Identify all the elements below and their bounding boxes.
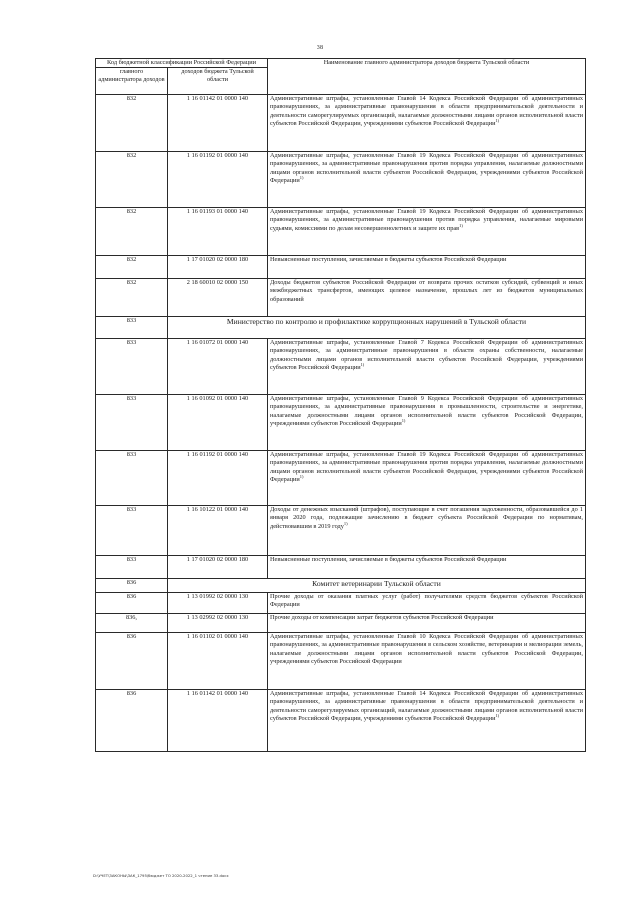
revenue-name-cell bbox=[268, 279, 586, 317]
table-row bbox=[96, 339, 586, 395]
admin-code-cell: 832 bbox=[96, 279, 168, 317]
revenue-code-cell: 1 16 01142 01 0000 140 bbox=[168, 690, 268, 752]
footnote-marker: 1) bbox=[459, 222, 463, 228]
revenue-name-text: Невыясненные поступления, зачисляемые в бюджеты субъектов Российской Федерации bbox=[270, 256, 507, 264]
admin-code-cell: 836 bbox=[96, 633, 168, 690]
revenue-name-text: Административные штрафы, установленные Главой 14 Кодекса Российской Федерации об административных правонарушениях, за административные правонарушения в области предпринимательской деятельности и деятельности саморегулируемых организаций, налагаемые должностными лицами органов исполнительной власти субъектов Российской Федерации, учреждениями субъектов Российской Федерации bbox=[270, 690, 583, 722]
admin-code-cell: 836, bbox=[96, 614, 168, 633]
revenue-name-cell bbox=[268, 451, 586, 506]
revenue-name-text: Прочие доходы от компенсации затрат бюджетов субъектов Российской Федерации bbox=[270, 614, 494, 622]
admin-code-cell: 833 bbox=[96, 395, 168, 451]
header-revenue: доходов бюджета Тульской области bbox=[168, 68, 268, 95]
footnote-marker: 1) bbox=[401, 417, 406, 423]
admin-code-cell: 832 bbox=[96, 256, 168, 279]
admin-code-cell: 836 bbox=[96, 690, 168, 752]
footnote-marker: 1) bbox=[495, 117, 500, 123]
revenue-name-cell bbox=[268, 556, 586, 579]
table-row bbox=[96, 690, 586, 752]
revenue-code-cell: 1 16 10122 01 0000 140 bbox=[168, 506, 268, 556]
revenue-name-text: Административные штрафы, установленные Главой 19 Кодекса Российской Федерации об административных правонарушениях, за административные правонарушения против порядка управления, налагаемые должностными лицами органов исполнительной власти субъектов Российской Федерации, учреждениями субъектов Российской Федерации bbox=[270, 451, 583, 483]
table-row bbox=[96, 152, 586, 208]
revenue-name-text: Доходы бюджетов субъектов Российской Федерации от возврата прочих остатков субсидий, субвенций и иных межбюджетных трансфертов, имеющих целевое назначение, прошлых лет из бюджетов муниципальных образований bbox=[270, 279, 583, 303]
table-body bbox=[96, 59, 586, 752]
revenue-name-cell bbox=[268, 152, 586, 208]
revenue-name-cell bbox=[268, 593, 586, 614]
revenue-code-cell: 1 16 01193 01 0000 140 bbox=[168, 208, 268, 256]
budget-classification-table bbox=[95, 58, 586, 752]
revenue-name-cell bbox=[268, 95, 586, 152]
table-row bbox=[96, 593, 586, 614]
revenue-code-cell: 1 16 01092 01 0000 140 bbox=[168, 395, 268, 451]
revenue-name-text: Административные штрафы, установленные Главой 19 Кодекса Российской Федерации об административных правонарушениях, за административные правонарушения против порядка управления, налагаемые мировыми судьями, комиссиями по делам несовершеннолетних и защите их прав bbox=[270, 208, 583, 232]
header-row-1 bbox=[96, 59, 586, 68]
revenue-code-cell: 1 16 01142 01 0000 140 bbox=[168, 95, 268, 152]
table-row bbox=[96, 395, 586, 451]
revenue-code-cell: 1 16 01102 01 0000 140 bbox=[168, 633, 268, 690]
table-row bbox=[96, 633, 586, 690]
header-admin: главного администратора доходов bbox=[96, 68, 168, 95]
revenue-code-cell: 1 16 01192 01 0000 140 bbox=[168, 152, 268, 208]
admin-code-cell: 833 bbox=[96, 451, 168, 506]
footer-file-path: D:\УЧЕТ\ЗАКОНЫ\ЗАК_1795\бюджет ТО 2020-2022_1 чтение 33.docx bbox=[93, 873, 229, 878]
footnote-marker: 1) bbox=[299, 473, 304, 479]
admin-code-cell: 832 bbox=[96, 152, 168, 208]
table-row bbox=[96, 256, 586, 279]
revenue-name-cell bbox=[268, 256, 586, 279]
revenue-code-cell: 1 16 01192 01 0000 140 bbox=[168, 451, 268, 506]
revenue-name-cell bbox=[268, 506, 586, 556]
administrator-name-cell: Комитет ветеринарии Тульской области bbox=[168, 579, 586, 593]
revenue-code-cell: 1 13 01992 02 0000 130 bbox=[168, 593, 268, 614]
table-row bbox=[96, 279, 586, 317]
admin-code-cell: 832 bbox=[96, 208, 168, 256]
revenue-code-cell: 1 17 01020 02 0000 180 bbox=[168, 556, 268, 579]
table-row bbox=[96, 208, 586, 256]
section-row bbox=[96, 317, 586, 339]
admin-code-cell: 836 bbox=[96, 593, 168, 614]
footnote-marker: 1) bbox=[495, 712, 500, 718]
revenue-name-cell bbox=[268, 395, 586, 451]
revenue-name-text: Доходы от денежных взысканий (штрафов), поступающие в счет погашения задолженности, образовавшейся до 1 января 2020 года, подлежащие зачислению в бюджет субъекта Российской Федерации по нормативам, действовавшим в 2019 году bbox=[270, 506, 583, 530]
table-row bbox=[96, 614, 586, 633]
admin-code-cell: 832 bbox=[96, 95, 168, 152]
footnote-marker: 1) bbox=[360, 361, 365, 367]
revenue-name-cell bbox=[268, 633, 586, 690]
revenue-name-text: Административные штрафы, установленные Главой 14 Кодекса Российской Федерации об административных правонарушениях, за административные правонарушения в области предпринимательской деятельности и деятельности саморегулируемых организаций, налагаемые должностными лицами органов исполнительной власти субъектов Российской Федерации, учреждениями субъектов Российской Федерации bbox=[270, 95, 583, 127]
header-name: Наименование главного администратора доходов бюджета Тульской области bbox=[268, 59, 586, 95]
administrator-name-cell: Министерство по контролю и профилактике коррупционных нарушений в Тульской области bbox=[168, 317, 586, 339]
footnote-marker: 1) bbox=[343, 520, 348, 526]
revenue-code-cell: 1 16 01072 01 0000 140 bbox=[168, 339, 268, 395]
admin-code-cell: 833 bbox=[96, 506, 168, 556]
revenue-name-cell bbox=[268, 690, 586, 752]
revenue-code-cell: 1 17 01020 02 0000 180 bbox=[168, 256, 268, 279]
page-number: 38 bbox=[316, 45, 324, 51]
revenue-code-cell: 2 18 60010 02 0000 150 bbox=[168, 279, 268, 317]
revenue-name-text: Административные штрафы, установленные Главой 9 Кодекса Российской Федерации об административных правонарушениях, за административные правонарушения в промышленности, строительстве и энергетике, налагаемые должностными лицами органов исполнительной власти субъектов Российской Федерации, учреждениями субъектов Российской Федерации bbox=[270, 395, 583, 427]
revenue-name-cell bbox=[268, 208, 586, 256]
admin-code-cell: 833 bbox=[96, 317, 168, 339]
revenue-name-cell bbox=[268, 339, 586, 395]
admin-code-cell: 833 bbox=[96, 339, 168, 395]
header-code-group: Код бюджетной классификации Российской Федерации bbox=[96, 59, 268, 68]
admin-code-cell: 833 bbox=[96, 556, 168, 579]
table-row bbox=[96, 556, 586, 579]
table-row bbox=[96, 506, 586, 556]
revenue-name-text: Административные штрафы, установленные Главой 7 Кодекса Российской Федерации об административных правонарушениях, за административные правонарушения в области охраны собственности, налагаемые должностными лицами органов исполнительной власти субъектов Российской Федерации, учреждениями субъектов Российской Федерации bbox=[270, 339, 583, 371]
revenue-code-cell: 1 13 02992 02 0000 130 bbox=[168, 614, 268, 633]
revenue-name-text: Прочие доходы от оказания платных услуг (работ) получателями средств бюджетов субъектов Российской Федерации bbox=[270, 593, 583, 609]
revenue-name-text: Административные штрафы, установленные Главой 10 Кодекса Российской Федерации об административных правонарушениях, за административные правонарушения в сельском хозяйстве, ветеринарии и мелиорации земель, налагаемые должностными лицами органов исполнительной власти субъектов Российской Федерации, учреждениями субъектов Российской Федерации bbox=[270, 633, 583, 665]
table-row bbox=[96, 451, 586, 506]
section-row bbox=[96, 579, 586, 593]
admin-code-cell: 836 bbox=[96, 579, 168, 593]
revenue-name-cell bbox=[268, 614, 586, 633]
table-row bbox=[96, 95, 586, 152]
footnote-marker: 1) bbox=[299, 174, 304, 180]
revenue-name-text: Административные штрафы, установленные Главой 19 Кодекса Российской Федерации об административных правонарушениях, за административные правонарушения против порядка управления, налагаемые должностными лицами органов исполнительной власти субъектов Российской Федерации, учреждениями субъектов Российской Федерации bbox=[270, 152, 583, 184]
revenue-name-text: Невыясненные поступления, зачисляемые в бюджеты субъектов Российской Федерации bbox=[270, 556, 507, 564]
